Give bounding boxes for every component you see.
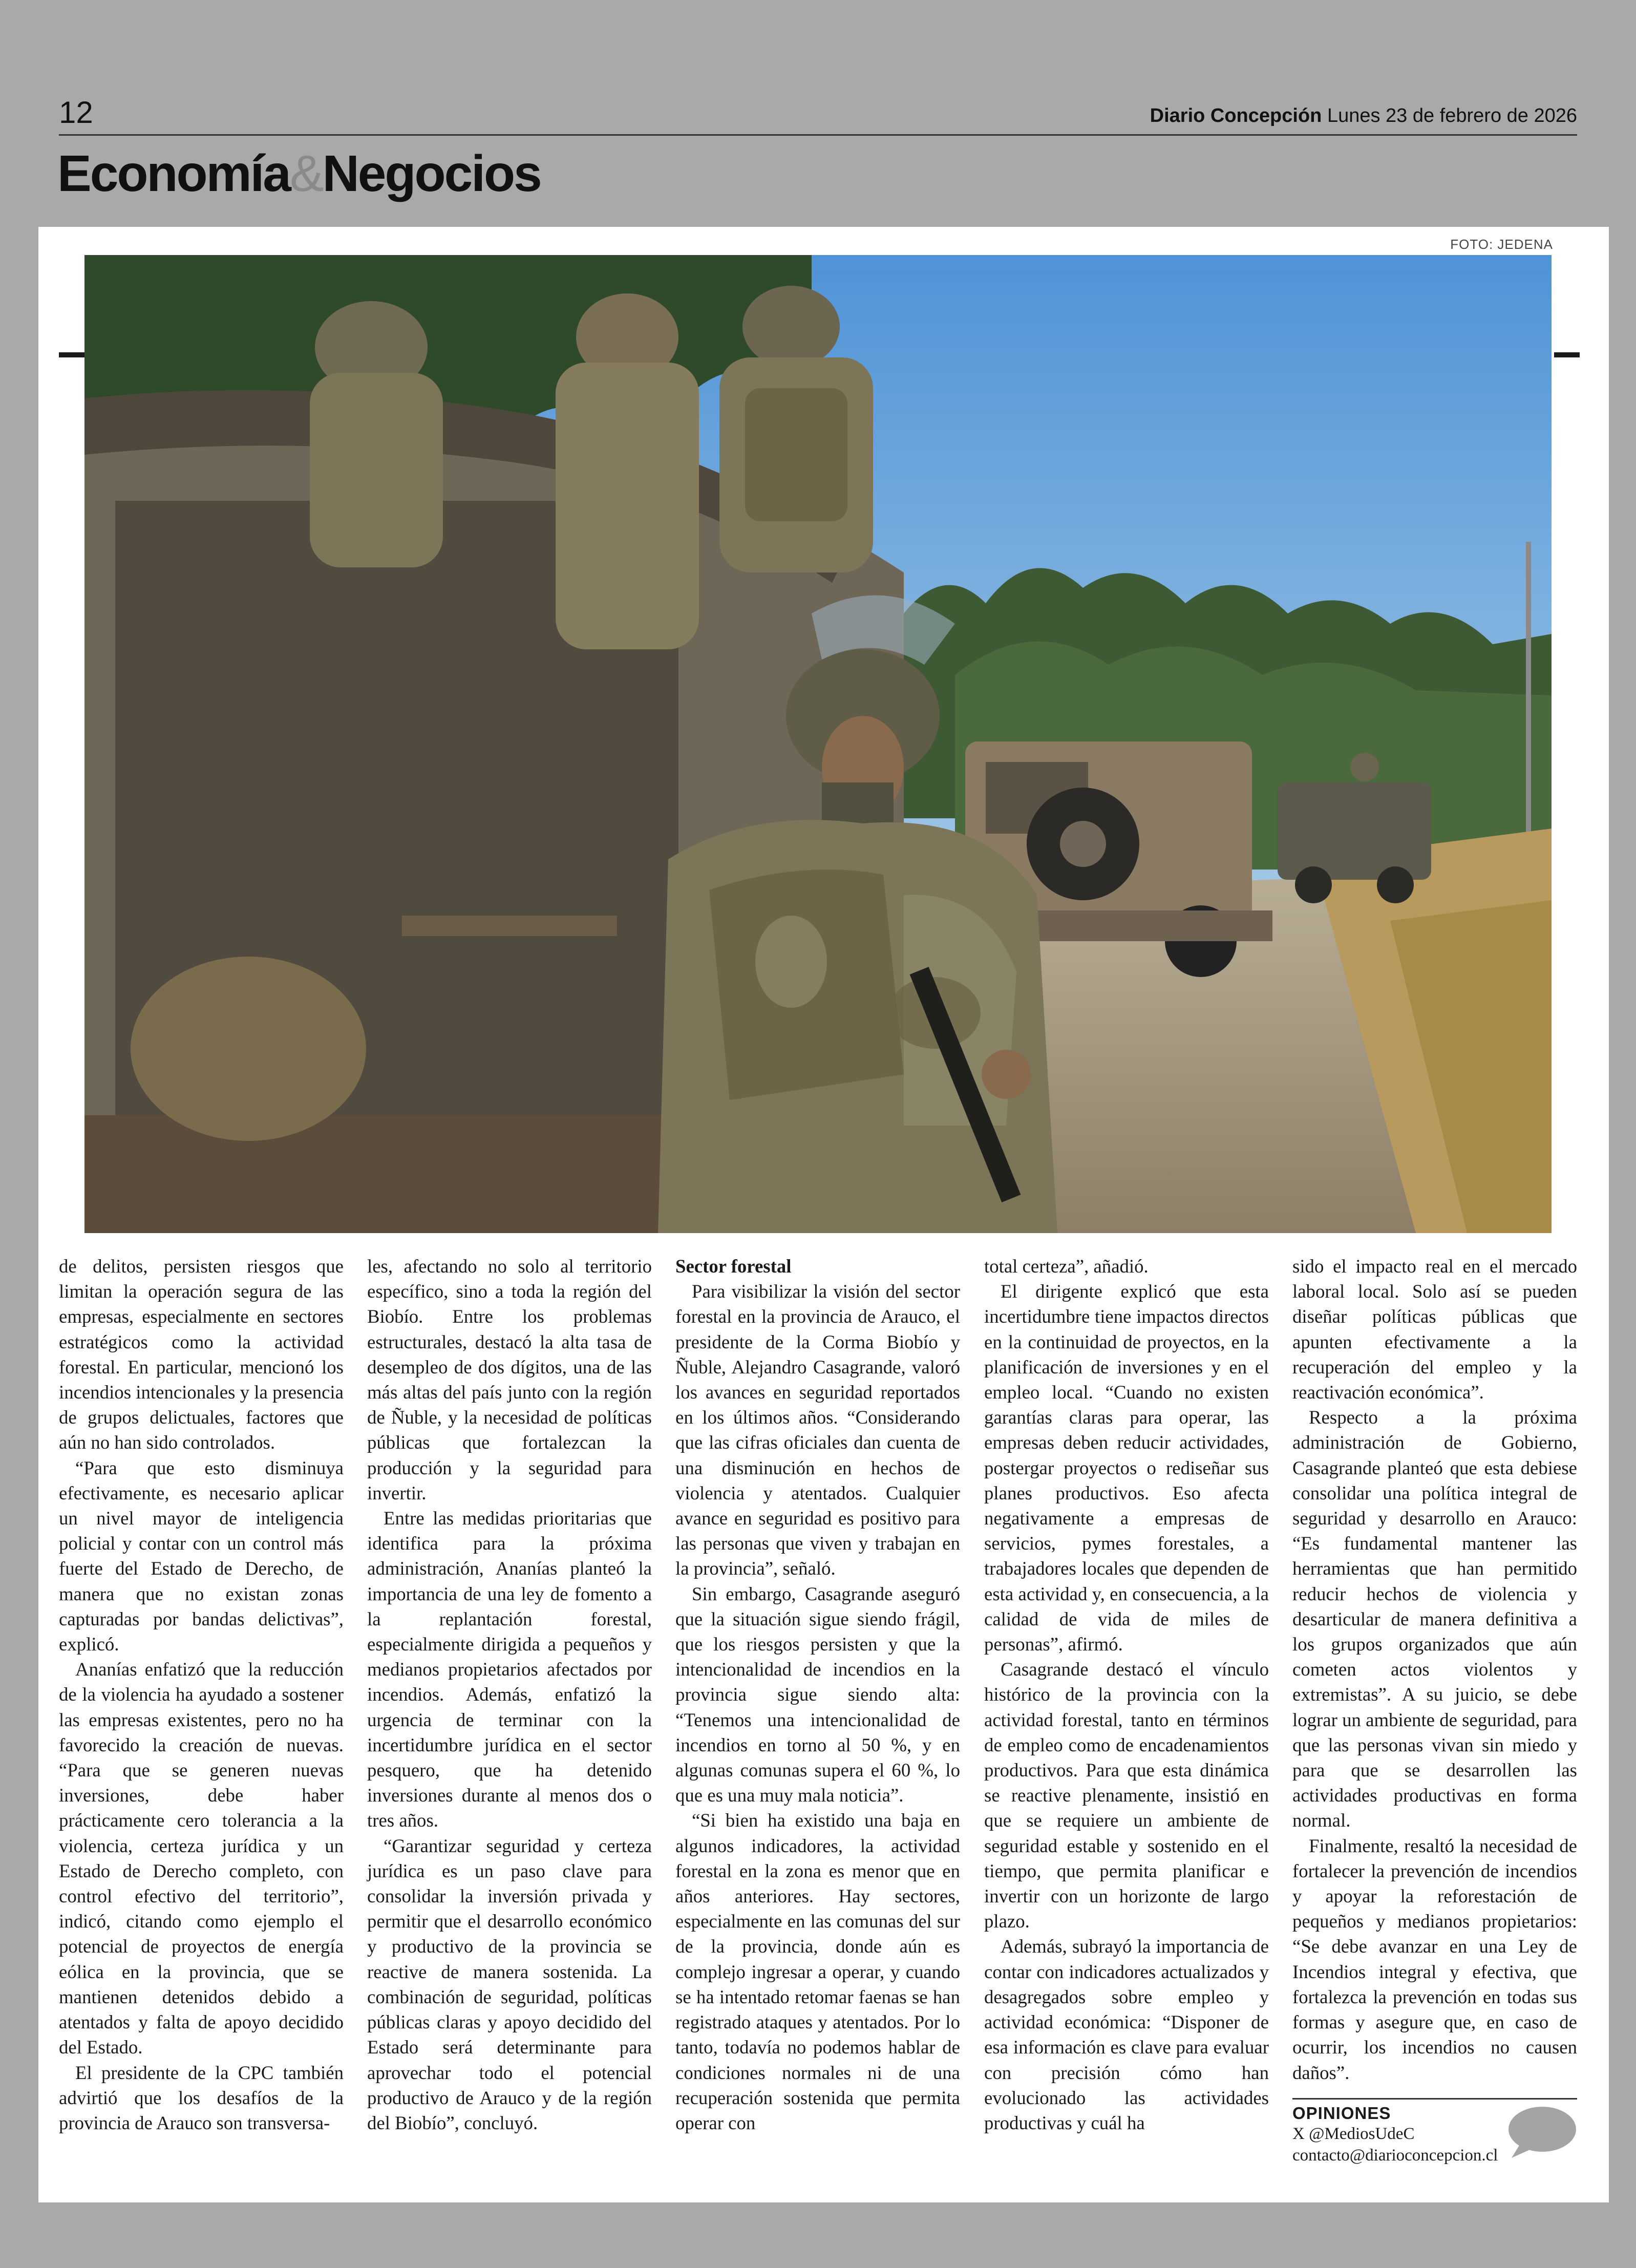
right-accent-bar	[1554, 352, 1580, 357]
publication-date: Lunes 23 de febrero de 2026	[1327, 105, 1577, 126]
opinions-email: contacto@diarioconcepcion.cl	[1292, 2146, 1498, 2165]
speech-bubble-icon	[1505, 2105, 1577, 2161]
article-paragraph: de delitos, persisten riesgos que limitan la operación segura de las empresas, especialmente en sectores estratégicos como la actividad forestal. En particular, mencionó los incendios intencionales y la presencia de grupos delictuales, factores que aún no han sido controlados.	[59, 1256, 344, 1453]
page-number: 12	[59, 95, 93, 130]
section-title	[57, 144, 541, 203]
text-column-1	[59, 1254, 344, 2135]
article-paragraph: Para visibilizar la visión del sector forestal en la provincia de Arauco, el presidente de la Corma Biobío y Ñuble, Alejandro Casagrande, valoró los avances en seguridad reportados en los últimos años. “Considerando que las cifras oficiales dan cuenta de una disminución en hechos de violencia y atentados. Cualquier avance en seguridad es positivo para las personas que viven y trabajan en la provincia”, señaló.	[675, 1281, 960, 1579]
article-paragraph: “Si bien ha existido una baja en algunos indicadores, la actividad forestal en la zona es menor que en años anteriores. Hay sectores, especialmente en las comunas del sur de la provincia, donde aún es complejo ingresar a operar, y cuando se ha intentado retomar faenas se han registrado ataques y atentados. Por lo tanto, todavía no podemos hablar de condiciones normales ni de una recuperación sostenida que permita operar con	[675, 1810, 960, 2133]
opinions-title: OPINIONES	[1292, 2104, 1391, 2123]
article-paragraph: El dirigente explicó que esta incertidumbre tiene impactos directos en la continuidad de proyectos, en la planificación de inversiones y en el empleo local. “Cuando no existen garantías claras para operar, las empresas deben reducir actividades, postergar proyectos o rediseñar sus planes productivos. Eso afecta negativamente a empresas de servicios, pymes forestales, a trabajadores locales que dependen de esta actividad y, en consecuencia, a la calidad de vida de miles de personas”, afirmó.	[984, 1281, 1269, 1655]
article-paragraph: total certeza”, añadió.	[984, 1256, 1149, 1277]
photo-credit: FOTO: JEDENA	[1450, 237, 1553, 252]
section-ampersand: &	[289, 145, 323, 202]
article-paragraph: Además, subrayó la importancia de contar con indicadores actualizados y desagregados sobre empleo y actividad económica: “Disponer de esa información es clave para evaluar con precisión cómo han evolucionado las actividades productivas y cuál ha	[984, 1936, 1269, 2133]
article-body	[59, 1254, 1577, 2165]
paper-name: Diario Concepción	[1150, 105, 1322, 126]
article-paragraph: El presidente de la CPC también advirtió que los desafíos de la provincia de Arauco son transversa-	[59, 2062, 344, 2133]
article-paragraph: les, afectando no solo al territorio específico, sino a toda la región del Biobío. Entre los problemas estructurales, destacó la alta tasa de desempleo de dos dígitos, una de las más altas del país junto con la región de Ñuble, y la necesidad de políticas públicas que fortalezcan la producción y la seguridad para invertir.	[367, 1256, 652, 1503]
article-paragraph: Ananías enfatizó que la reducción de la violencia ha ayudado a sostener las empresas existentes, pero no ha favorecido la creación de nuevas. “Para que se generen nuevas inversiones, debe haber prácticamente cero tolerancia a la violencia, certeza jurídica y un Estado de Derecho completo, con control efectivo del territorio”, indicó, citando como ejemplo el potencial de proyectos de energía eólica en la provincia, que se mantienen detenidos debido a atentados y falta de apoyo decidido del Estado.	[59, 1659, 344, 2058]
section-name-second: Negocios	[322, 145, 541, 202]
text-column-5	[1292, 1254, 1577, 2085]
article-paragraph: Entre las medidas prioritarias que identifica para la próxima administración, Ananías planteó la importancia de una ley de fomento a la replantación forestal, especialmente dirigida a pequeños y medianos propietarios afectados por incendios. Además, enfatizó la urgencia de terminar con la incertidumbre jurídica en el sector pesquero, que ha detenido inversiones durante al menos dos o tres años.	[367, 1508, 652, 1831]
left-accent-bar	[59, 352, 87, 357]
military-convoy-illustration	[84, 255, 1552, 1233]
masthead	[1150, 105, 1577, 127]
text-column-3	[675, 1254, 960, 2135]
article-paragraph: Sin embargo, Casagrande aseguró que la situación sigue siendo frágil, que los riesgos persisten y que la intencionalidad de incendios en la provincia sigue siendo alta: “Tenemos una intencionalidad de incendios en torno al 50 %, y en algunas comunas supera el 60 %, lo que es una muy mala noticia”.	[675, 1583, 960, 1806]
article-paragraph: Respecto a la próxima administración de Gobierno, Casagrande planteó que esta debiese consolidar una política integral de seguridad y desarrollo en Arauco: “Es fundamental mantener las herramientas que han permitido reducir hechos de violencia y desarticular de manera definitiva a los grupos organizados que aún cometen actos violentos y extremistas”. A su juicio, se debe lograr un ambiente de seguridad, para que las personas vivan sin miedo y para que se desarrollen las actividades productivas en forma normal.	[1292, 1407, 1577, 1831]
article-paragraph: Finalmente, resaltó la necesidad de fortalecer la prevención de incendios y apoyar la reforestación de pequeños y medianos propietarios: “Se debe avanzar en una Ley de Incendios integral y efectiva, que fortalezca la prevención en todas sus formas y asegure que, en caso de ocurrir, los incendios no causen daños”.	[1292, 1835, 1577, 2083]
text-column-4	[984, 1254, 1269, 2135]
text-column-2	[367, 1254, 652, 2135]
section-name-main: Economía	[57, 145, 290, 202]
article-paragraph: “Para que esto disminuya efectivamente, es necesario aplicar un nivel mayor de inteligencia policial y contar con un control más fuerte del Estado de Derecho, de manera que no existan zonas capturadas por bandas delictivas”, explicó.	[59, 1457, 344, 1655]
article-paragraph: sido el impacto real en el mercado laboral local. Solo así se pueden diseñar políticas públicas que apunten efectivamente a la recuperación del empleo y la reactivación económica”.	[1292, 1256, 1577, 1403]
opinions-social-handle: X @MediosUdeC	[1292, 2125, 1415, 2143]
article-photo	[84, 255, 1552, 1233]
header-rule	[59, 134, 1577, 136]
article-paragraph: “Garantizar seguridad y certeza jurídica es un paso clave para consolidar la inversión privada y permitir que el desarrollo económico y productivo de la provincia se reactive de manera sostenida. La combinación de seguridad, políticas públicas claras y apoyo decidido del Estado será determinante para aprovechar todo el potencial productivo de Arauco y de la región del Biobío”, concluyó.	[367, 1835, 652, 2133]
article-paragraph: Casagrande destacó el vínculo histórico de la provincia con la actividad forestal, tanto en términos de empleo como de encadenamientos productivos. Para que esta dinámica se reactive plenamente, insistió en que se requiere un ambiente de seguridad estable y sostenido en el tiempo, que permita planificar e invertir con un horizonte de largo plazo.	[984, 1659, 1269, 1932]
subhead: Sector forestal	[675, 1256, 792, 1277]
